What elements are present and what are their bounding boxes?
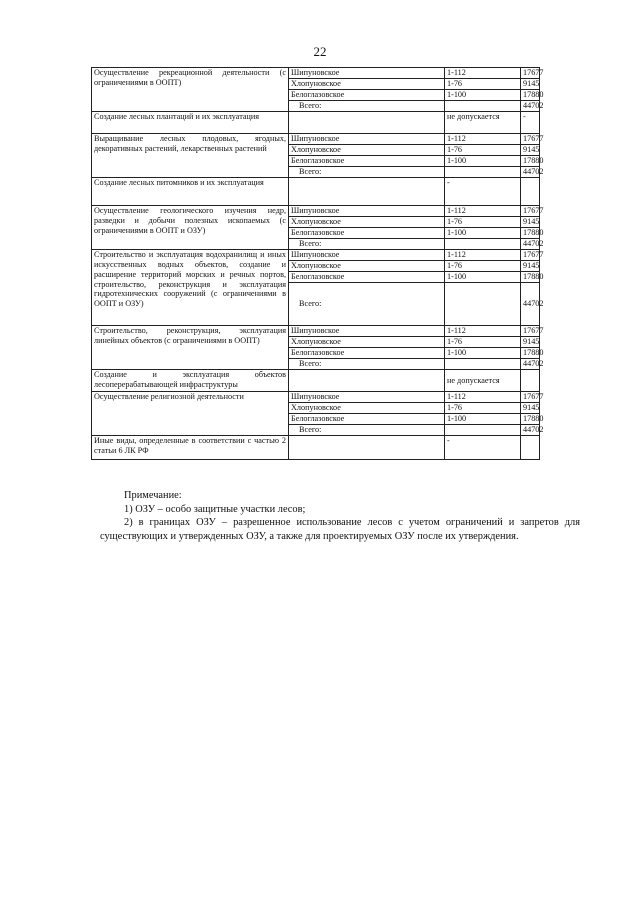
quarters-cell: 1-100 xyxy=(445,156,521,167)
area-cell xyxy=(521,370,540,392)
forestry-cell: Хлопуновское xyxy=(289,217,445,228)
total-label-cell: Всего: xyxy=(289,239,445,250)
quarters-cell xyxy=(445,359,521,370)
total-area-cell: 44702 xyxy=(521,239,540,250)
quarters-cell: 1-76 xyxy=(445,403,521,414)
forestry-cell: Хлопуновское xyxy=(289,261,445,272)
area-cell: 9145 xyxy=(521,79,540,90)
area-cell: 9145 xyxy=(521,145,540,156)
forestry-cell: Шипуновское xyxy=(289,68,445,79)
forestry-cell: Шипуновское xyxy=(289,250,445,261)
quarters-cell: 1-100 xyxy=(445,90,521,101)
quarters-cell xyxy=(445,425,521,436)
table-row xyxy=(92,250,540,261)
table-row xyxy=(92,370,540,392)
quarters-cell xyxy=(445,167,521,178)
total-label-cell: Всего: xyxy=(289,283,445,326)
quarters-cell: 1-112 xyxy=(445,206,521,217)
quarters-cell: 1-100 xyxy=(445,272,521,283)
quarters-cell: 1-100 xyxy=(445,414,521,425)
area-cell: 17677 xyxy=(521,68,540,79)
table-row xyxy=(92,112,540,134)
page-number: 22 xyxy=(313,44,327,59)
forestry-cell: Белоглазовское xyxy=(289,272,445,283)
quarters-cell: 1-112 xyxy=(445,250,521,261)
forestry-cell: Шипуновское xyxy=(289,206,445,217)
quarters-cell: 1-76 xyxy=(445,217,521,228)
activity-cell: Строительство и эксплуатация водохранилищ и иных искусственных водных объектов, создание и расширение территорий морских и речных портов, строительство, реконструкция и эксплуатация гидротехнических сооружений (с ограничениями в ООПТ и ОЗУ) xyxy=(92,250,289,326)
area-cell: 17880 xyxy=(521,348,540,359)
total-area-cell: 44702 xyxy=(521,167,540,178)
area-cell: 17677 xyxy=(521,392,540,403)
area-cell: 17880 xyxy=(521,228,540,239)
quarters-cell: 1-100 xyxy=(445,228,521,239)
table-row xyxy=(92,326,540,337)
activity-cell: Создание и эксплуатация объектов лесоперерабатывающей инфраструктуры xyxy=(92,370,289,392)
forestry-cell xyxy=(289,112,445,134)
quarters-cell: 1-76 xyxy=(445,337,521,348)
note-item-1: 1) ОЗУ – особо защитные участки лесов; xyxy=(124,503,306,515)
area-cell: 17880 xyxy=(521,414,540,425)
forestry-cell: Белоглазовское xyxy=(289,156,445,167)
forestry-cell xyxy=(289,178,445,206)
quarters-cell: 1-76 xyxy=(445,261,521,272)
total-label-cell: Всего: xyxy=(289,101,445,112)
forestry-cell: Шипуновское xyxy=(289,392,445,403)
table-row xyxy=(92,206,540,217)
quarters-cell: 1-100 xyxy=(445,348,521,359)
activity-cell: Выращивание лесных плодовых, ягодных, декоративных растений, лекарственных растений xyxy=(92,134,289,178)
total-label-cell: Всего: xyxy=(289,425,445,436)
notes-section xyxy=(100,489,580,544)
forestry-cell: Хлопуновское xyxy=(289,403,445,414)
activity-cell: Создание лесных питомников и их эксплуатация xyxy=(92,178,289,206)
quarters-cell: 1-76 xyxy=(445,145,521,156)
area-cell: 17677 xyxy=(521,326,540,337)
activity-cell: Иные виды, определенные в соответствии с частью 2 статьи 6 ЛК РФ xyxy=(92,436,289,460)
area-cell: 9145 xyxy=(521,403,540,414)
area-cell: 9145 xyxy=(521,337,540,348)
area-cell xyxy=(521,436,540,460)
quarters-cell xyxy=(445,239,521,250)
table-row xyxy=(92,436,540,460)
quarters-cell: 1-112 xyxy=(445,392,521,403)
table-row xyxy=(92,68,540,79)
activity-cell: Осуществление религиозной деятельности xyxy=(92,392,289,436)
status-cell: - xyxy=(445,436,521,460)
area-cell: 9145 xyxy=(521,217,540,228)
forestry-cell: Хлопуновское xyxy=(289,337,445,348)
area-cell: 17880 xyxy=(521,272,540,283)
forestry-cell: Хлопуновское xyxy=(289,145,445,156)
area-cell: 17677 xyxy=(521,206,540,217)
forestry-cell: Хлопуновское xyxy=(289,79,445,90)
total-label-cell: Всего: xyxy=(289,167,445,178)
activity-cell: Осуществление рекреационной деятельности (с ограничениями в ООПТ) xyxy=(92,68,289,112)
area-cell: 17880 xyxy=(521,156,540,167)
total-label-cell: Всего: xyxy=(289,359,445,370)
table-row xyxy=(92,392,540,403)
total-area-cell: 44702 xyxy=(521,425,540,436)
activity-cell: Строительство, реконструкция, эксплуатация линейных объектов (с ограничениями в ООПТ) xyxy=(92,326,289,370)
status-cell: не допускается xyxy=(445,370,521,392)
forestry-cell xyxy=(289,370,445,392)
quarters-cell: 1-112 xyxy=(445,134,521,145)
status-cell: - xyxy=(445,178,521,206)
forestry-cell: Белоглазовское xyxy=(289,348,445,359)
forestry-cell: Белоглазовское xyxy=(289,90,445,101)
total-area-cell: 44702 xyxy=(521,359,540,370)
forest-use-table xyxy=(91,67,544,460)
table-row xyxy=(92,178,540,206)
activity-cell: Осуществление геологического изучения недр, разведки и добычи полезных ископаемых (с ограничениями в ООПТ и ОЗУ) xyxy=(92,206,289,250)
table-row xyxy=(92,134,540,145)
quarters-cell: 1-112 xyxy=(445,68,521,79)
forestry-cell: Шипуновское xyxy=(289,134,445,145)
total-area-cell: 44702 xyxy=(521,101,540,112)
forestry-cell: Белоглазовское xyxy=(289,414,445,425)
activity-cell: Создание лесных плантаций и их эксплуатация xyxy=(92,112,289,134)
forestry-cell: Белоглазовское xyxy=(289,228,445,239)
forestry-cell: Шипуновское xyxy=(289,326,445,337)
quarters-cell: 1-112 xyxy=(445,326,521,337)
area-cell: - xyxy=(521,112,540,134)
area-cell: 9145 xyxy=(521,261,540,272)
quarters-cell: 1-76 xyxy=(445,79,521,90)
notes-heading: Примечание: xyxy=(124,490,182,501)
area-cell: 17677 xyxy=(521,134,540,145)
quarters-cell xyxy=(445,101,521,112)
note-item-2: 2) в границах ОЗУ – разрешенное использование лесов с учетом ограничений и запретов для существующих и утвержденных ОЗУ, а также для проектируемых ОЗУ после их утверждения. xyxy=(100,517,580,543)
quarters-cell xyxy=(445,283,521,326)
forestry-cell xyxy=(289,436,445,460)
area-cell: 17677 xyxy=(521,250,540,261)
status-cell: не допускается xyxy=(445,112,521,134)
area-cell: 17880 xyxy=(521,90,540,101)
total-area-cell: 44702 xyxy=(521,283,540,326)
area-cell xyxy=(521,178,540,206)
